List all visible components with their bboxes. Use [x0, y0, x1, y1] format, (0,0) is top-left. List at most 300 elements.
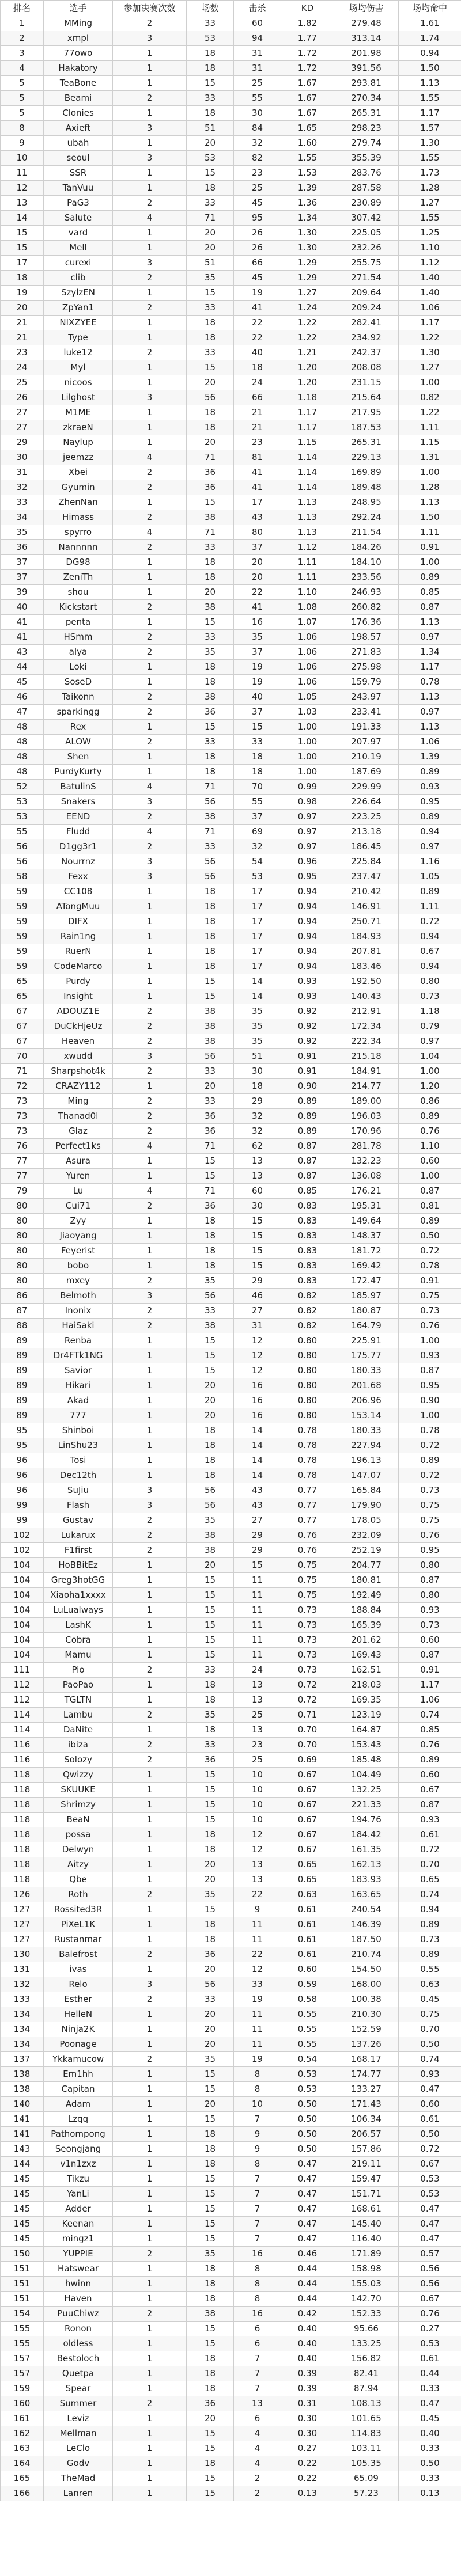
cell-avg-hits: 0.75 [399, 1289, 461, 1304]
cell-finals: 1 [113, 914, 187, 929]
table-row [1, 211, 461, 226]
cell-player: Spear [44, 2381, 113, 2396]
cell-kills: 14 [234, 1468, 281, 1483]
cell-rank: 47 [1, 705, 44, 720]
table-row [1, 1483, 461, 1498]
cell-kills: 25 [234, 76, 281, 91]
cell-kd: 0.47 [281, 2217, 334, 2232]
cell-avg-hits: 1.74 [399, 31, 461, 46]
cell-avg-damage: 136.08 [334, 1169, 399, 1184]
cell-rank: 118 [1, 1798, 44, 1813]
cell-rank: 95 [1, 1423, 44, 1438]
cell-avg-damage: 104.49 [334, 1768, 399, 1783]
cell-finals: 1 [113, 1333, 187, 1348]
cell-rank: 34 [1, 510, 44, 525]
table-row [1, 645, 461, 660]
cell-player: HoBBitEz [44, 1558, 113, 1573]
cell-avg-damage: 169.42 [334, 1259, 399, 1274]
cell-avg-hits: 0.87 [399, 1184, 461, 1199]
cell-finals: 1 [113, 1917, 187, 1932]
cell-finals: 3 [113, 1977, 187, 1992]
table-row [1, 839, 461, 854]
cell-finals: 1 [113, 2187, 187, 2202]
table-row [1, 1813, 461, 1827]
cell-matches: 15 [187, 2187, 234, 2202]
table-row [1, 780, 461, 795]
cell-finals: 2 [113, 1887, 187, 1902]
cell-kills: 10 [234, 1783, 281, 1798]
cell-kd: 0.94 [281, 899, 334, 914]
cell-avg-damage: 231.15 [334, 375, 399, 390]
cell-kd: 0.92 [281, 1034, 334, 1049]
cell-avg-damage: 133.27 [334, 2082, 399, 2097]
cell-rank: 157 [1, 2351, 44, 2366]
cell-finals: 1 [113, 420, 187, 435]
cell-finals: 1 [113, 2262, 187, 2277]
cell-avg-hits: 0.76 [399, 1319, 461, 1333]
cell-kd: 1.07 [281, 615, 334, 630]
cell-matches: 33 [187, 1304, 234, 1319]
cell-rank: 12 [1, 181, 44, 196]
cell-matches: 18 [187, 1259, 234, 1274]
cell-finals: 2 [113, 839, 187, 854]
table-row [1, 2052, 461, 2067]
cell-player: Poonage [44, 2037, 113, 2052]
cell-player: Tosi [44, 1453, 113, 1468]
cell-kills: 41 [234, 465, 281, 480]
cell-finals: 1 [113, 61, 187, 76]
cell-kd: 0.67 [281, 1783, 334, 1798]
cell-matches: 20 [187, 2411, 234, 2426]
cell-kills: 40 [234, 345, 281, 360]
cell-kills: 30 [234, 1199, 281, 1214]
cell-player: penta [44, 615, 113, 630]
table-row [1, 286, 461, 301]
cell-kd: 0.72 [281, 1678, 334, 1693]
cell-avg-damage: 164.87 [334, 1723, 399, 1738]
cell-kills: 12 [234, 1962, 281, 1977]
cell-matches: 15 [187, 1333, 234, 1348]
cell-kd: 0.50 [281, 2127, 334, 2142]
cell-player: Shen [44, 750, 113, 765]
cell-matches: 51 [187, 256, 234, 271]
cell-kills: 17 [234, 959, 281, 974]
table-row [1, 1229, 461, 1244]
cell-finals: 1 [113, 959, 187, 974]
cell-matches: 15 [187, 974, 234, 989]
cell-avg-damage: 270.34 [334, 91, 399, 106]
cell-rank: 104 [1, 1618, 44, 1633]
cell-player: ATongMuu [44, 899, 113, 914]
cell-avg-hits: 0.89 [399, 1947, 461, 1962]
cell-rank: 80 [1, 1199, 44, 1214]
table-row [1, 510, 461, 525]
cell-avg-damage: 116.40 [334, 2232, 399, 2247]
header-kd: KD [281, 1, 334, 16]
table-row [1, 1498, 461, 1513]
cell-kd: 1.67 [281, 106, 334, 121]
cell-avg-damage: 229.99 [334, 780, 399, 795]
cell-kills: 7 [234, 2232, 281, 2247]
table-row [1, 2202, 461, 2217]
cell-player: 777 [44, 1408, 113, 1423]
cell-finals: 1 [113, 1723, 187, 1738]
cell-avg-hits: 1.27 [399, 360, 461, 375]
table-row [1, 2037, 461, 2052]
table-row [1, 869, 461, 884]
cell-kd: 0.61 [281, 1917, 334, 1932]
cell-matches: 20 [187, 136, 234, 151]
cell-kills: 15 [234, 1259, 281, 1274]
cell-avg-damage: 215.64 [334, 390, 399, 405]
cell-player: mxey [44, 1274, 113, 1289]
cell-avg-hits: 0.89 [399, 1453, 461, 1468]
cell-rank: 67 [1, 1004, 44, 1019]
cell-player: Akad [44, 1393, 113, 1408]
cell-kd: 1.22 [281, 330, 334, 345]
cell-player: sparkingg [44, 705, 113, 720]
cell-player: Cobra [44, 1633, 113, 1648]
cell-avg-damage: 234.92 [334, 330, 399, 345]
cell-kd: 1.15 [281, 435, 334, 450]
cell-player: DuCkHjeUz [44, 1019, 113, 1034]
cell-finals: 1 [113, 1648, 187, 1663]
cell-kills: 41 [234, 600, 281, 615]
cell-kills: 80 [234, 525, 281, 540]
table-row [1, 345, 461, 360]
cell-avg-hits: 0.91 [399, 1274, 461, 1289]
cell-kd: 1.60 [281, 136, 334, 151]
cell-avg-damage: 165.39 [334, 1618, 399, 1633]
cell-avg-hits: 0.89 [399, 810, 461, 825]
cell-rank: 138 [1, 2067, 44, 2082]
cell-matches: 20 [187, 1857, 234, 1872]
cell-kills: 35 [234, 630, 281, 645]
cell-finals: 1 [113, 2172, 187, 2187]
cell-avg-hits: 0.74 [399, 2052, 461, 2067]
cell-finals: 2 [113, 1528, 187, 1543]
cell-kills: 37 [234, 645, 281, 660]
cell-finals: 1 [113, 1169, 187, 1184]
cell-kd: 1.30 [281, 241, 334, 256]
cell-player: CC108 [44, 884, 113, 899]
cell-avg-damage: 206.57 [334, 2127, 399, 2142]
cell-kd: 0.82 [281, 1289, 334, 1304]
cell-player: Seongjang [44, 2142, 113, 2157]
cell-kills: 12 [234, 1363, 281, 1378]
cell-avg-damage: 106.34 [334, 2112, 399, 2127]
cell-player: D1gg3r1 [44, 839, 113, 854]
cell-kd: 0.85 [281, 1184, 334, 1199]
cell-finals: 1 [113, 1633, 187, 1648]
table-row [1, 1648, 461, 1663]
cell-player: Xbei [44, 465, 113, 480]
cell-matches: 15 [187, 1588, 234, 1603]
table-row [1, 1408, 461, 1423]
cell-player: Roth [44, 1887, 113, 1902]
cell-matches: 53 [187, 31, 234, 46]
cell-finals: 1 [113, 166, 187, 181]
table-row [1, 1453, 461, 1468]
cell-kills: 19 [234, 675, 281, 690]
cell-avg-hits: 0.61 [399, 2112, 461, 2127]
cell-finals: 1 [113, 2067, 187, 2082]
cell-kd: 0.63 [281, 1887, 334, 1902]
cell-kills: 9 [234, 2142, 281, 2157]
cell-avg-damage: 184.91 [334, 1064, 399, 1079]
cell-kills: 25 [234, 1753, 281, 1768]
cell-player: PaG3 [44, 196, 113, 211]
cell-avg-hits: 0.85 [399, 585, 461, 600]
cell-rank: 143 [1, 2142, 44, 2157]
table-row [1, 2247, 461, 2262]
cell-rank: 145 [1, 2202, 44, 2217]
cell-kills: 11 [234, 1573, 281, 1588]
cell-player: Purdy [44, 974, 113, 989]
cell-matches: 15 [187, 2322, 234, 2336]
cell-avg-hits: 0.93 [399, 1603, 461, 1618]
table-row [1, 1932, 461, 1947]
cell-matches: 20 [187, 2097, 234, 2112]
cell-player: bobo [44, 1259, 113, 1274]
cell-rank: 48 [1, 735, 44, 750]
cell-finals: 2 [113, 2247, 187, 2262]
cell-avg-damage: 250.71 [334, 914, 399, 929]
table-row [1, 1753, 461, 1768]
cell-avg-hits: 1.17 [399, 660, 461, 675]
table-row [1, 405, 461, 420]
cell-player: Sharpshot4k [44, 1064, 113, 1079]
cell-matches: 36 [187, 1124, 234, 1139]
cell-rank: 45 [1, 675, 44, 690]
cell-rank: 59 [1, 899, 44, 914]
cell-kills: 21 [234, 405, 281, 420]
cell-kd: 0.59 [281, 1977, 334, 1992]
cell-finals: 1 [113, 1783, 187, 1798]
cell-matches: 18 [187, 2262, 234, 2277]
cell-rank: 19 [1, 286, 44, 301]
table-row [1, 1872, 461, 1887]
cell-matches: 18 [187, 570, 234, 585]
cell-finals: 1 [113, 2112, 187, 2127]
cell-avg-hits: 0.44 [399, 2366, 461, 2381]
cell-avg-damage: 240.54 [334, 1902, 399, 1917]
table-row [1, 1289, 461, 1304]
cell-matches: 33 [187, 196, 234, 211]
cell-rank: 41 [1, 615, 44, 630]
cell-kd: 0.94 [281, 959, 334, 974]
cell-matches: 15 [187, 989, 234, 1004]
cell-kills: 62 [234, 1139, 281, 1154]
cell-kills: 23 [234, 1738, 281, 1753]
cell-matches: 20 [187, 1872, 234, 1887]
cell-finals: 2 [113, 540, 187, 555]
cell-matches: 35 [187, 2052, 234, 2067]
cell-matches: 15 [187, 2112, 234, 2127]
cell-kills: 4 [234, 2426, 281, 2441]
cell-matches: 35 [187, 645, 234, 660]
cell-rank: 40 [1, 600, 44, 615]
cell-player: PurdyKurty [44, 765, 113, 780]
cell-finals: 1 [113, 1558, 187, 1573]
cell-finals: 1 [113, 2322, 187, 2336]
cell-player: Capitan [44, 2082, 113, 2097]
cell-avg-damage: 189.48 [334, 480, 399, 495]
cell-kills: 10 [234, 1813, 281, 1827]
cell-avg-damage: 255.75 [334, 256, 399, 271]
cell-player: Solozy [44, 1753, 113, 1768]
cell-matches: 18 [187, 2292, 234, 2307]
cell-finals: 2 [113, 810, 187, 825]
cell-matches: 18 [187, 1678, 234, 1693]
cell-matches: 36 [187, 1199, 234, 1214]
cell-rank: 77 [1, 1169, 44, 1184]
cell-finals: 2 [113, 271, 187, 286]
cell-avg-damage: 105.35 [334, 2456, 399, 2471]
cell-rank: 29 [1, 435, 44, 450]
cell-kd: 0.58 [281, 1992, 334, 2007]
cell-matches: 15 [187, 1154, 234, 1169]
table-row [1, 974, 461, 989]
cell-kills: 19 [234, 1992, 281, 2007]
cell-matches: 18 [187, 944, 234, 959]
cell-kd: 0.40 [281, 2322, 334, 2336]
cell-avg-hits: 0.94 [399, 825, 461, 839]
cell-kills: 13 [234, 1723, 281, 1738]
cell-finals: 1 [113, 2351, 187, 2366]
cell-finals: 2 [113, 1663, 187, 1678]
cell-finals: 1 [113, 1154, 187, 1169]
cell-kd: 0.42 [281, 2307, 334, 2322]
cell-avg-hits: 0.73 [399, 1483, 461, 1498]
cell-player: Leviz [44, 2411, 113, 2426]
cell-player: Lanren [44, 2486, 113, 2501]
table-row [1, 1678, 461, 1693]
cell-matches: 33 [187, 91, 234, 106]
cell-matches: 20 [187, 585, 234, 600]
cell-rank: 31 [1, 465, 44, 480]
cell-rank: 20 [1, 301, 44, 316]
cell-kd: 1.21 [281, 345, 334, 360]
cell-kd: 0.80 [281, 1408, 334, 1423]
cell-avg-damage: 233.56 [334, 570, 399, 585]
table-row [1, 2067, 461, 2082]
table-row [1, 1902, 461, 1917]
cell-kd: 0.47 [281, 2232, 334, 2247]
table-row [1, 2172, 461, 2187]
cell-kd: 0.78 [281, 1468, 334, 1483]
cell-player: Heaven [44, 1034, 113, 1049]
cell-finals: 1 [113, 2157, 187, 2172]
table-row [1, 1573, 461, 1588]
cell-avg-damage: 196.13 [334, 1453, 399, 1468]
cell-player: Snakers [44, 795, 113, 810]
cell-rank: 56 [1, 839, 44, 854]
cell-kills: 33 [234, 1977, 281, 1992]
table-row [1, 301, 461, 316]
header-row [1, 1, 461, 16]
cell-avg-hits: 0.89 [399, 884, 461, 899]
cell-matches: 18 [187, 750, 234, 765]
cell-finals: 1 [113, 1693, 187, 1708]
cell-finals: 1 [113, 2232, 187, 2247]
cell-rank: 150 [1, 2247, 44, 2262]
cell-player: ADOUZ1E [44, 1004, 113, 1019]
cell-player: YUPPIE [44, 2247, 113, 2262]
cell-player: SzylzEN [44, 286, 113, 301]
cell-matches: 36 [187, 1753, 234, 1768]
cell-kills: 29 [234, 1528, 281, 1543]
cell-rank: 59 [1, 914, 44, 929]
cell-kills: 25 [234, 1708, 281, 1723]
cell-player: v1n1zxz [44, 2157, 113, 2172]
cell-kills: 55 [234, 91, 281, 106]
cell-avg-hits: 0.67 [399, 944, 461, 959]
cell-matches: 20 [187, 2022, 234, 2037]
cell-matches: 33 [187, 1094, 234, 1109]
cell-matches: 35 [187, 1708, 234, 1723]
cell-avg-damage: 281.78 [334, 1139, 399, 1154]
cell-avg-damage: 201.68 [334, 1378, 399, 1393]
cell-avg-hits: 0.65 [399, 1872, 461, 1887]
cell-kills: 11 [234, 1618, 281, 1633]
cell-avg-damage: 283.76 [334, 166, 399, 181]
cell-player: Greg3hotGG [44, 1573, 113, 1588]
cell-finals: 1 [113, 2292, 187, 2307]
table-row [1, 1034, 461, 1049]
table-row [1, 2022, 461, 2037]
cell-matches: 56 [187, 869, 234, 884]
cell-matches: 38 [187, 1528, 234, 1543]
cell-avg-hits: 0.94 [399, 959, 461, 974]
cell-rank: 80 [1, 1229, 44, 1244]
cell-player: Lu [44, 1184, 113, 1199]
table-row [1, 2381, 461, 2396]
cell-player: ZpYan1 [44, 301, 113, 316]
cell-finals: 4 [113, 780, 187, 795]
cell-finals: 1 [113, 660, 187, 675]
cell-matches: 71 [187, 450, 234, 465]
cell-kills: 51 [234, 1049, 281, 1064]
table-row [1, 1693, 461, 1708]
cell-avg-damage: 181.72 [334, 1244, 399, 1259]
cell-finals: 2 [113, 1543, 187, 1558]
cell-kills: 32 [234, 136, 281, 151]
cell-avg-hits: 0.97 [399, 839, 461, 854]
cell-avg-hits: 0.53 [399, 2187, 461, 2202]
cell-finals: 1 [113, 106, 187, 121]
cell-avg-hits: 0.60 [399, 1154, 461, 1169]
cell-player: Beami [44, 91, 113, 106]
cell-matches: 56 [187, 1977, 234, 1992]
cell-matches: 33 [187, 1064, 234, 1079]
cell-rank: 65 [1, 974, 44, 989]
cell-avg-damage: 180.33 [334, 1423, 399, 1438]
cell-rank: 23 [1, 345, 44, 360]
cell-kd: 0.73 [281, 1603, 334, 1618]
cell-player: LuLualways [44, 1603, 113, 1618]
cell-avg-hits: 0.40 [399, 2426, 461, 2441]
cell-player: DaNite [44, 1723, 113, 1738]
cell-finals: 2 [113, 1004, 187, 1019]
cell-avg-damage: 191.33 [334, 720, 399, 735]
cell-matches: 18 [187, 884, 234, 899]
cell-kd: 0.92 [281, 1019, 334, 1034]
cell-finals: 2 [113, 1199, 187, 1214]
cell-rank: 130 [1, 1947, 44, 1962]
cell-kd: 0.30 [281, 2411, 334, 2426]
cell-finals: 2 [113, 600, 187, 615]
